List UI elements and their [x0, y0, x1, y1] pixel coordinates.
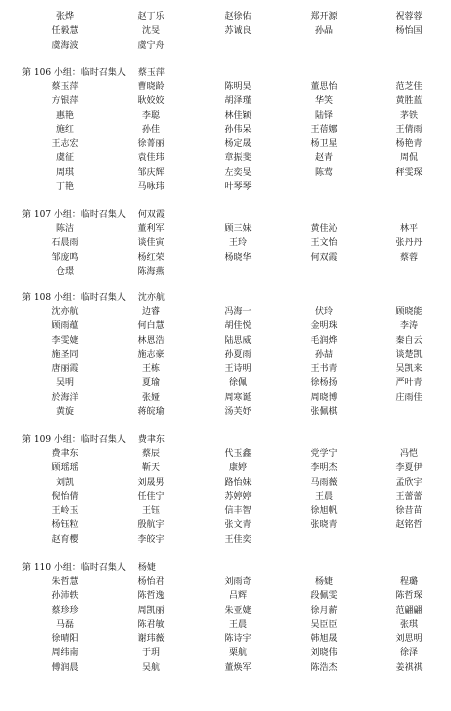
member-name: 倪怡倩 [51, 491, 79, 502]
member-name: 虞征 [55, 153, 74, 164]
member-name: 孙沛轶 [51, 591, 79, 602]
member-name: 虞宁舟 [137, 40, 165, 51]
member-name: 杨晓华 [224, 252, 252, 263]
name-row [0, 151, 451, 165]
name-row [0, 334, 451, 348]
name-row [0, 461, 451, 475]
member-name: 丁艳 [55, 182, 74, 193]
member-name: 任毅慧 [51, 26, 79, 37]
member-name: 赵青 [314, 153, 333, 164]
member-name: 夏瑜 [141, 378, 160, 389]
member-name: 信丰智 [224, 506, 252, 517]
group-heading [0, 291, 451, 305]
member-name: 徐杨扬 [310, 378, 338, 389]
member-name: 何白慧 [137, 321, 165, 332]
name-row [0, 180, 451, 194]
name-row [0, 348, 451, 362]
member-name: 陈莺 [314, 167, 333, 178]
group-title: 第 106 小组：临时召集人 [22, 68, 126, 78]
member-name: 王岭玉 [51, 506, 79, 517]
member-name: 陆铎 [314, 110, 333, 121]
member-name: 赵铭哲 [395, 520, 423, 531]
member-name: 林佳颖 [224, 110, 252, 121]
member-name: 耿姣姣 [137, 96, 165, 107]
member-name: 王晨 [228, 619, 247, 630]
member-name: 赵育樱 [51, 534, 79, 545]
member-name: 谢玮薇 [137, 634, 165, 645]
member-name: 苏诚良 [224, 26, 252, 37]
member-name: 李夏伊 [395, 463, 423, 474]
member-name: 顾三妹 [224, 224, 252, 234]
member-name: 蒋皖瑜 [137, 407, 165, 418]
name-row [0, 80, 451, 94]
member-name: 吴臣臣 [310, 619, 338, 630]
member-name: 张晓青 [310, 520, 338, 531]
member-name: 邹庞鸣 [51, 252, 79, 263]
member-name: 李雯婕 [51, 335, 79, 346]
member-name: 蔡辰 [141, 449, 160, 459]
member-name: 徐昔苗 [395, 506, 423, 517]
name-row [0, 305, 451, 319]
name-row [0, 518, 451, 532]
member-name: 虞海波 [51, 40, 79, 51]
member-name: 冯海一 [224, 307, 252, 317]
member-name: 周晓博 [310, 392, 338, 403]
member-name: 陈海燕 [137, 266, 165, 277]
member-name: 章振斐 [224, 153, 252, 164]
member-name: 徐月薪 [310, 605, 338, 616]
name-row [0, 504, 451, 518]
member-name: 胡佳悦 [224, 321, 252, 332]
member-name: 蔡珍珍 [51, 605, 79, 616]
member-name: 秤雯琛 [395, 167, 423, 178]
member-name: 黄旋 [55, 407, 74, 418]
name-row [0, 251, 451, 265]
name-row [0, 319, 451, 333]
group-heading [0, 66, 451, 80]
name-row [0, 589, 451, 603]
member-name: 张文青 [224, 520, 252, 531]
name-row [0, 646, 451, 660]
member-name: 陈哲琛 [395, 591, 423, 602]
member-name: 康婷 [228, 463, 247, 474]
member-name: 代玉鑫 [224, 449, 252, 459]
member-name: 栗航 [228, 648, 247, 659]
member-name: 杨卫星 [310, 139, 338, 150]
member-name: 吴明 [55, 378, 74, 389]
member-name: 沈亦航 [51, 307, 79, 317]
member-name: 唐丽霞 [51, 364, 79, 375]
group-heading [0, 561, 451, 575]
member-name: 孙喆 [314, 349, 333, 360]
member-name: 刘思明 [395, 634, 423, 645]
member-name: 徐泽 [399, 648, 418, 659]
group-title: 第 109 小组：临时召集人 [22, 435, 126, 445]
member-name: 祝蓉蓉 [395, 12, 423, 22]
member-name: 李聪 [141, 110, 160, 121]
member-name: 张琪 [399, 619, 418, 630]
member-name: 邹庆辉 [137, 167, 165, 178]
member-name: 王钰 [141, 506, 160, 517]
member-name: 王志宏 [51, 139, 79, 150]
member-name: 董利军 [137, 224, 165, 234]
member-name: 王晨 [314, 491, 333, 502]
member-name: 严叶青 [395, 378, 423, 389]
member-name: 孙夏雨 [224, 349, 252, 360]
name-row [0, 10, 451, 24]
name-row [0, 362, 451, 376]
member-name: 郑开源 [310, 12, 338, 22]
member-name: 殷航宇 [137, 520, 165, 531]
name-row [0, 123, 451, 137]
name-row [0, 405, 451, 419]
name-row [0, 222, 451, 236]
member-name: 任佳宁 [137, 491, 165, 502]
member-name: 陈诗宇 [224, 634, 252, 645]
member-name: 周纬南 [51, 648, 79, 659]
group-leader: 沈亦航 [137, 293, 165, 303]
member-name: 党学宁 [310, 449, 338, 459]
member-name: 王栋 [141, 364, 160, 375]
group-110 [0, 561, 451, 675]
member-name: 吴航 [141, 662, 160, 673]
member-name: 徐佩 [228, 378, 247, 389]
member-name: 秦自云 [395, 335, 423, 346]
member-name: 施圣同 [51, 349, 79, 360]
member-name: 谈楚凯 [395, 349, 423, 360]
member-name: 林平 [399, 224, 418, 234]
member-name: 袁佳玮 [137, 153, 165, 164]
member-name: 伏玲 [314, 307, 333, 317]
member-name: 谈佳寅 [137, 238, 165, 249]
member-name: 於海洋 [51, 392, 79, 403]
member-name: 边睿 [141, 307, 160, 317]
member-name: 周琪 [55, 167, 74, 178]
member-name: 刘雨奇 [224, 577, 252, 587]
member-name: 顾晓能 [395, 307, 423, 317]
member-name: 张佩棋 [310, 407, 338, 418]
member-name: 杨钰粒 [51, 520, 79, 531]
member-name: 陈君敏 [137, 619, 165, 630]
member-name: 马咏玮 [137, 182, 165, 193]
name-row [0, 265, 451, 279]
member-name: 陈洁 [55, 224, 74, 234]
member-name: 李皎宇 [137, 534, 165, 545]
member-name: 杨怡君 [137, 577, 165, 587]
member-name: 王佳奕 [224, 534, 252, 545]
group-title: 第 107 小组：临时召集人 [22, 210, 126, 220]
member-name: 赵徐佑 [224, 12, 252, 22]
name-row [0, 391, 451, 405]
group-106 [0, 66, 451, 194]
member-name: 徐旭帆 [310, 506, 338, 517]
member-name: 朱亚婕 [224, 605, 252, 616]
prev-group-continuation [0, 10, 451, 53]
name-row [0, 236, 451, 250]
member-name: 范芝佳 [395, 82, 423, 92]
member-name: 张烨 [55, 12, 74, 22]
member-name: 于玥 [141, 648, 160, 659]
member-name: 杨艳青 [395, 139, 423, 150]
member-name: 张丹丹 [395, 238, 423, 249]
member-name: 施志豪 [137, 349, 165, 360]
member-name: 沈旻 [141, 26, 160, 37]
group-leader: 杨婕 [137, 563, 156, 573]
member-name: 冯恺 [399, 449, 418, 459]
member-name: 庄雨佳 [395, 392, 423, 403]
member-name: 周凯丽 [137, 605, 165, 616]
member-name: 孙佳 [141, 124, 160, 135]
group-109 [0, 433, 451, 547]
name-row [0, 447, 451, 461]
name-row [0, 575, 451, 589]
member-name: 姜祺祺 [395, 662, 423, 673]
member-name: 苏婷婷 [224, 491, 252, 502]
member-name: 何双霞 [310, 252, 338, 263]
member-name: 刘凯 [55, 477, 74, 488]
member-name: 曹晓龄 [137, 82, 165, 92]
member-name: 施红 [55, 124, 74, 135]
member-name: 徐菁丽 [137, 139, 165, 150]
name-row [0, 166, 451, 180]
name-row [0, 533, 451, 547]
member-name: 茅铁 [399, 110, 418, 121]
name-row [0, 490, 451, 504]
group-108 [0, 291, 451, 419]
name-row [0, 376, 451, 390]
member-name: 左奕旻 [224, 167, 252, 178]
group-leader: 费聿东 [137, 435, 165, 445]
group-title: 第 108 小组：临时召集人 [22, 293, 126, 303]
member-name: 汤芙妤 [224, 407, 252, 418]
member-name: 陆思威 [224, 335, 252, 346]
member-name: 吕辉 [228, 591, 247, 602]
member-name: 周寒诞 [224, 392, 252, 403]
member-name: 董焕军 [224, 662, 252, 673]
member-name: 陈哲逸 [137, 591, 165, 602]
member-name: 靳天 [141, 463, 160, 474]
member-name: 朱哲慧 [51, 577, 79, 587]
member-name: 蔡蓉 [399, 252, 418, 263]
group-leader: 蔡玉萍 [137, 68, 165, 78]
member-name: 黄佳沁 [310, 224, 338, 234]
member-name: 张娅 [141, 392, 160, 403]
member-name: 叶琴琴 [224, 182, 252, 193]
member-name: 孟欣宇 [395, 477, 423, 488]
member-name: 林恩浩 [137, 335, 165, 346]
member-name: 王倩雨 [395, 124, 423, 135]
member-name: 傅润晨 [51, 662, 79, 673]
name-row [0, 137, 451, 151]
member-name: 王玲 [228, 238, 247, 249]
member-name: 吴凯来 [395, 364, 423, 375]
member-name: 孙晶 [314, 26, 333, 37]
member-name: 段佩雯 [310, 591, 338, 602]
member-name: 华笑 [314, 96, 333, 107]
member-name: 马磊 [55, 619, 74, 630]
member-name: 孙伟呆 [224, 124, 252, 135]
member-name: 费聿东 [51, 449, 79, 459]
member-name: 顾雨蕴 [51, 321, 79, 332]
member-name: 王书青 [310, 364, 338, 375]
name-row [0, 661, 451, 675]
member-name: 胡泽瑾 [224, 96, 252, 107]
name-row [0, 39, 451, 53]
member-name: 刘晓伟 [310, 648, 338, 659]
member-name: 方银萍 [51, 96, 79, 107]
member-name: 路怡妹 [224, 477, 252, 488]
member-name: 陈浩杰 [310, 662, 338, 673]
group-heading [0, 433, 451, 447]
member-name: 李涛 [399, 321, 418, 332]
member-name: 金明珠 [310, 321, 338, 332]
member-name: 马雨薇 [310, 477, 338, 488]
member-name: 赵丁乐 [137, 12, 165, 22]
group-heading [0, 208, 451, 222]
member-name: 董思怡 [310, 82, 338, 92]
member-name: 李明杰 [310, 463, 338, 474]
name-row [0, 24, 451, 38]
group-title: 第 110 小组：临时召集人 [22, 563, 126, 573]
member-name: 杨怡国 [395, 26, 423, 37]
member-name: 王蓓娜 [310, 124, 338, 135]
name-row [0, 109, 451, 123]
member-name: 陈明昊 [224, 82, 252, 92]
member-name: 王诗明 [224, 364, 252, 375]
name-row [0, 476, 451, 490]
name-row [0, 94, 451, 108]
group-107 [0, 208, 451, 279]
member-name: 韩旭晟 [310, 634, 338, 645]
member-name: 刘晟男 [137, 477, 165, 488]
member-name: 杨婕 [314, 577, 333, 587]
member-name: 顾瑶瑶 [51, 463, 79, 474]
group-leader: 何双霞 [137, 210, 165, 220]
member-name: 蔡玉萍 [51, 82, 79, 92]
name-row [0, 604, 451, 618]
member-name: 惠艳 [55, 110, 74, 121]
member-name: 王蕾蕾 [395, 491, 423, 502]
member-name: 周侃 [399, 153, 418, 164]
name-row [0, 632, 451, 646]
member-name: 毛润烨 [310, 335, 338, 346]
member-name: 范翩翩 [395, 605, 423, 616]
member-name: 徐晴阳 [51, 634, 79, 645]
name-row [0, 618, 451, 632]
member-name: 杨红荣 [137, 252, 165, 263]
member-name: 石晨雨 [51, 238, 79, 249]
member-name: 王文怡 [310, 238, 338, 249]
member-name: 黄胜蓝 [395, 96, 423, 107]
member-name: 仓璟 [55, 266, 74, 277]
member-name: 程璐 [399, 577, 418, 587]
member-name: 杨定晟 [224, 139, 252, 150]
